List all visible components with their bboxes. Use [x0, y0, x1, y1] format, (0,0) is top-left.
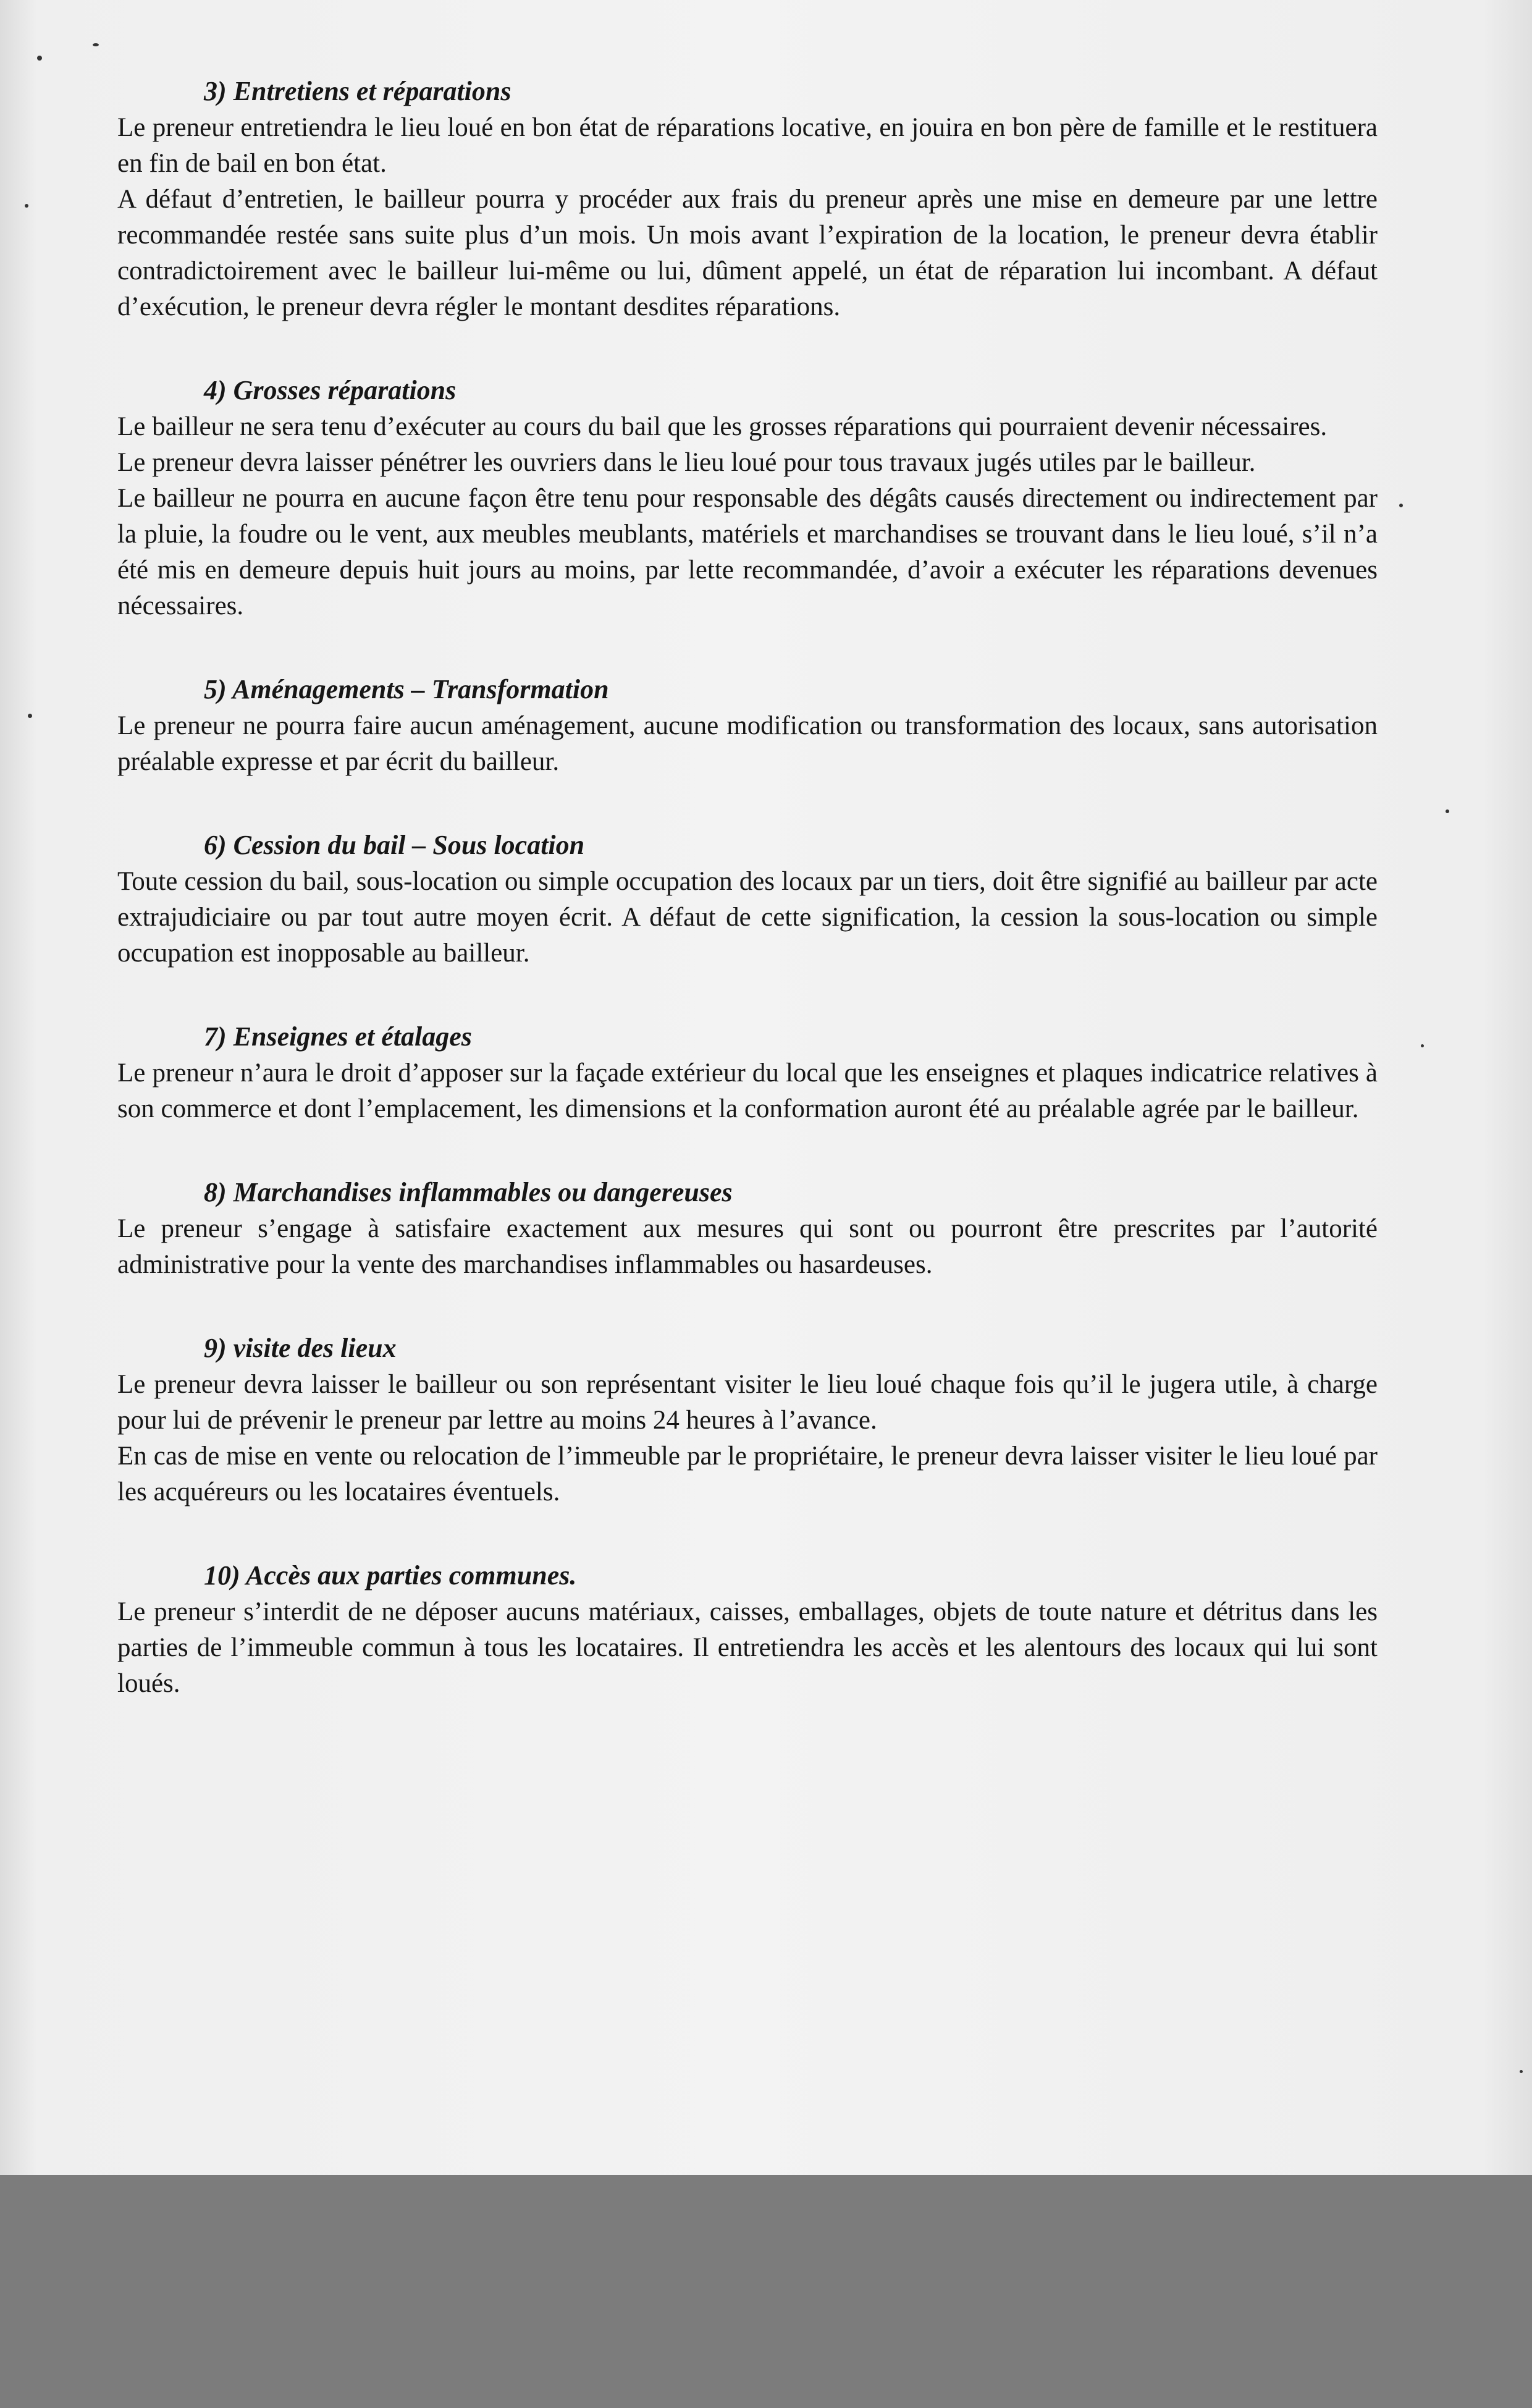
scan-speck	[1520, 2070, 1523, 2073]
section-paragraph: Le bailleur ne pourra en aucune façon être tenu pour responsable des dégâts causés directement ou indirectement par la pluie, la foudre ou le vent, aux meubles meublants, matériels et marchandises se trouvant dans le lieu loué, s’il n’a été mis en demeure depuis huit jours au moins, par lette recommandée, d’avoir a exécuter les réparations devenues nécessaires.	[117, 484, 1378, 620]
section-enseignes	[117, 1020, 1378, 1127]
section-heading: 6) Cession du bail – Sous location	[204, 830, 585, 860]
section-heading: 4) Grosses réparations	[204, 375, 457, 405]
scan-speck	[1399, 504, 1403, 507]
section-paragraph: A défaut d’entretien, le bailleur pourra y procéder aux frais du preneur après une mise en demeure par une lettre recommandée restée sans suite plus d’un mois. Un mois avant l’expiration de la location, le preneur devra établir contradictoirement avec le bailleur lui-même ou lui, dûment appelé, un état de réparation lui incombant. A défaut d’exécution, le preneur devra régler le montant desdites réparations.	[117, 185, 1378, 321]
section-heading: 10) Accès aux parties communes.	[204, 1560, 577, 1591]
section-paragraph: Le preneur ne pourra faire aucun aménagement, aucune modification ou transformation des locaux, sans autorisation préalable expresse et par écrit du bailleur.	[117, 711, 1378, 776]
scan-speck	[1446, 809, 1449, 813]
section-entretiens	[117, 74, 1378, 325]
section-paragraph: Le preneur devra laisser pénétrer les ouvriers dans le lieu loué pour tous travaux jugés utiles par le bailleur.	[117, 448, 1256, 477]
section-marchandises	[117, 1175, 1378, 1283]
section-paragraph: En cas de mise en vente ou relocation de l’immeuble par le propriétaire, le preneur devra laisser visiter le lieu loué par les acquéreurs ou les locataires éventuels.	[117, 1442, 1378, 1506]
scan-speck	[28, 714, 32, 718]
section-paragraph: Le preneur s’engage à satisfaire exactement aux mesures qui sont ou pourront être prescrites par l’autorité administrative pour la vente des marchandises inflammables ou hasardeuses.	[117, 1214, 1378, 1279]
section-paragraph: Le preneur devra laisser le bailleur ou son représentant visiter le lieu loué chaque fois qu’il le jugera utile, à charge pour lui de prévenir le preneur par lettre au moins 24 heures à l’avance.	[117, 1370, 1378, 1435]
scan-speck	[25, 204, 28, 208]
section-heading: 8) Marchandises inflammables ou dangereuses	[204, 1177, 733, 1207]
scan-speck	[37, 56, 42, 61]
section-paragraph: Le preneur n’aura le droit d’apposer sur la façade extérieur du local que les enseignes et plaques indicatrice relatives à son commerce et dont l’emplacement, les dimensions et la conformation auront été au préalable agrée par le bailleur.	[117, 1058, 1378, 1123]
section-visite	[117, 1331, 1378, 1510]
section-heading: 9) visite des lieux	[204, 1333, 397, 1363]
section-paragraph: Le bailleur ne sera tenu d’exécuter au cours du bail que les grosses réparations qui pourraient devenir nécessaires.	[117, 412, 1328, 441]
section-heading: 7) Enseignes et étalages	[204, 1021, 472, 1052]
scan-speck	[93, 43, 99, 46]
section-paragraph: Le preneur entretiendra le lieu loué en bon état de réparations locative, en jouira en bon père de famille et le restituera en fin de bail en bon état.	[117, 113, 1378, 178]
section-heading: 5) Aménagements – Transformation	[204, 674, 609, 704]
section-acces	[117, 1558, 1378, 1702]
section-amenagements	[117, 672, 1378, 780]
scan-speck	[1421, 1044, 1424, 1047]
section-heading: 3) Entretiens et réparations	[204, 76, 511, 106]
section-paragraph: Toute cession du bail, sous-location ou simple occupation des locaux par un tiers, doit être signifié au bailleur par acte extrajudiciaire ou par tout autre moyen écrit. A défaut de cette signification, la cession la sous-location ou simple occupation est inopposable au bailleur.	[117, 867, 1378, 968]
lease-clauses-document	[117, 74, 1378, 1750]
section-paragraph: Le preneur s’interdit de ne déposer aucuns matériaux, caisses, emballages, objets de toute nature et détritus dans les parties de l’immeuble commun à tous les locataires. Il entretiendra les accès et les alentours des locaux qui lui sont loués.	[117, 1597, 1378, 1698]
section-cession	[117, 828, 1378, 971]
section-grosses-reparations	[117, 373, 1378, 624]
